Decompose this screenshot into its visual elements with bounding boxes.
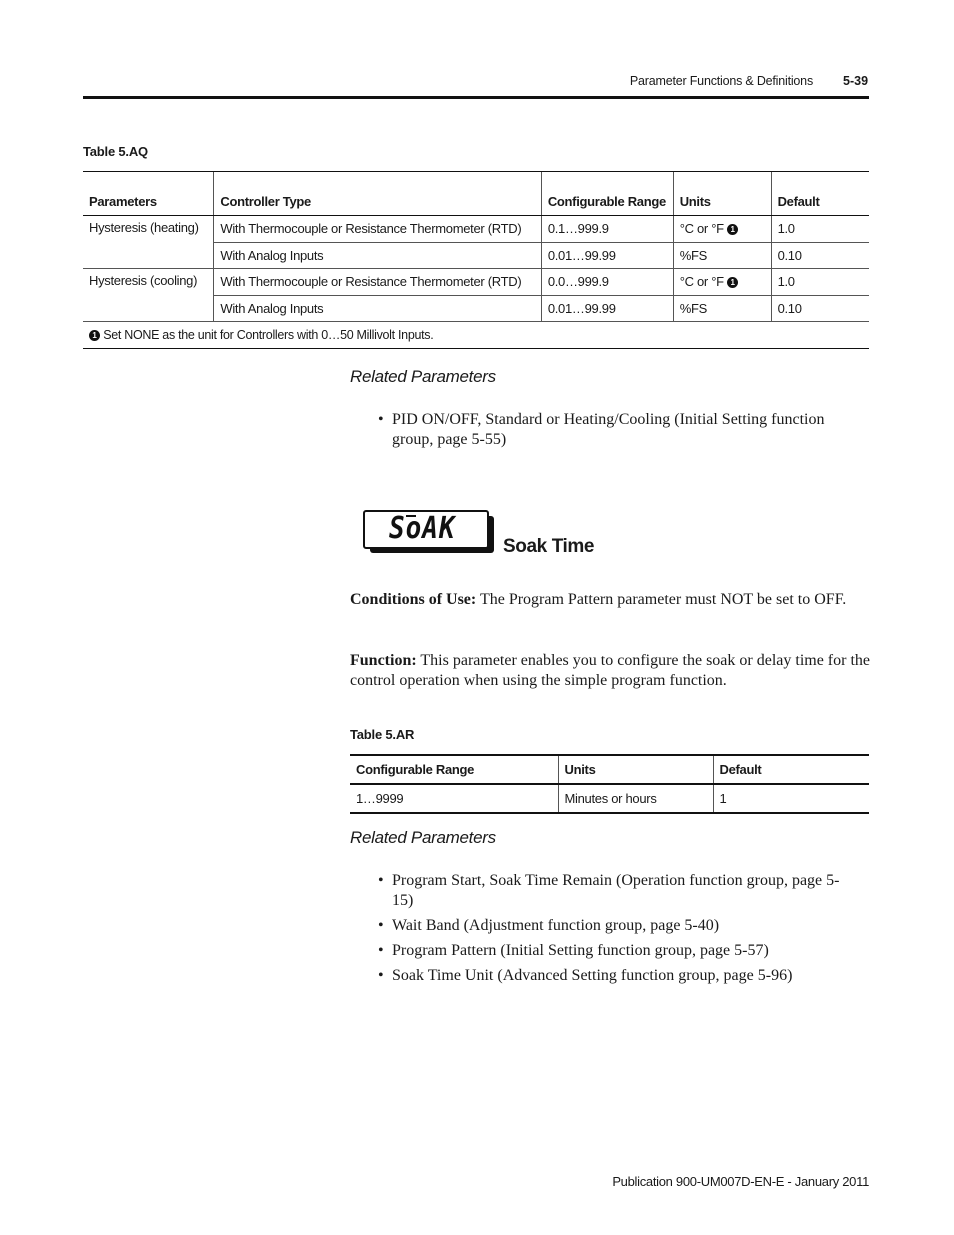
- conditions-label: Conditions of Use:: [350, 591, 477, 608]
- list-item: • PID ON/OFF, Standard or Heating/Cooling (Initial Setting function group, page 5-55): [378, 410, 858, 450]
- footnote-marker-icon: 1: [89, 330, 100, 341]
- controller-type-cell: With Thermocouple or Resistance Thermometer (RTD): [214, 216, 541, 243]
- list-item: • Program Start, Soak Time Remain (Operation function group, page 5-15): [378, 871, 848, 911]
- conditions-text: The Program Pattern parameter must NOT be set to OFF.: [479, 591, 847, 608]
- table-footnote: [83, 322, 869, 349]
- table-ar: [350, 754, 869, 814]
- parameter-cell: Hysteresis (heating): [83, 216, 214, 269]
- range-cell: 0.01…99.99: [541, 295, 673, 322]
- table-row: [83, 269, 869, 296]
- conditions-paragraph: [350, 590, 870, 610]
- units-text: °C or °F: [679, 274, 724, 290]
- default-cell: 0.10: [771, 242, 869, 269]
- table-header-row: [350, 755, 869, 784]
- related-parameters-list: [378, 871, 848, 991]
- running-header-title: Parameter Functions & Definitions: [629, 74, 813, 88]
- units-cell: [673, 269, 771, 296]
- default-cell: 0.10: [771, 295, 869, 322]
- list-item: • Soak Time Unit (Advanced Setting function group, page 5-96): [378, 966, 848, 986]
- column-header: Default: [713, 755, 869, 784]
- range-cell: 0.01…99.99: [541, 242, 673, 269]
- column-header: Units: [558, 755, 713, 784]
- range-cell: 0.1…999.9: [541, 216, 673, 243]
- controller-type-cell: With Thermocouple or Resistance Thermometer (RTD): [214, 269, 541, 296]
- units-cell: Minutes or hours: [558, 784, 713, 813]
- units-text: °C or °F: [679, 221, 724, 237]
- section-title: Soak Time: [503, 536, 595, 557]
- column-header: Configurable Range: [541, 172, 673, 216]
- range-cell: 0.0…999.9: [541, 269, 673, 296]
- display-text: SoAK: [389, 511, 456, 547]
- table-ar-caption: Table 5.AR: [350, 727, 415, 742]
- column-header: Controller Type: [214, 172, 541, 216]
- table-header-row: [83, 172, 869, 216]
- related-parameters-list: [378, 410, 858, 455]
- function-text: This parameter enables you to configure the soak or delay time for the control operation when using the simple program function.: [350, 652, 871, 689]
- controller-type-cell: With Analog Inputs: [214, 242, 541, 269]
- soak-display-icon: [363, 510, 489, 549]
- parameter-cell: Hysteresis (cooling): [83, 269, 214, 322]
- related-parameters-heading: Related Parameters: [350, 828, 496, 847]
- table-footnote-row: [83, 322, 869, 349]
- default-cell: 1: [713, 784, 869, 813]
- header-rule: [83, 96, 869, 99]
- default-cell: 1.0: [771, 216, 869, 243]
- related-parameters-heading: Related Parameters: [350, 367, 496, 386]
- table-row: [350, 784, 869, 813]
- controller-type-cell: With Analog Inputs: [214, 295, 541, 322]
- function-label: Function:: [350, 652, 417, 669]
- table-row: [83, 216, 869, 243]
- column-header: Parameters: [83, 172, 214, 216]
- page-number: 5-39: [843, 74, 869, 88]
- table-aq-caption: Table 5.AQ: [83, 144, 148, 159]
- publication-footer: Publication 900-UM007D-EN-E - January 2011: [612, 1174, 869, 1189]
- column-header: Units: [673, 172, 771, 216]
- list-item: • Program Pattern (Initial Setting function group, page 5-57): [378, 941, 848, 961]
- function-paragraph: [350, 651, 870, 691]
- units-cell: %FS: [673, 242, 771, 269]
- default-cell: 1.0: [771, 269, 869, 296]
- column-header: Configurable Range: [350, 755, 558, 784]
- units-cell: [673, 216, 771, 243]
- table-aq: [83, 171, 869, 349]
- footnote-marker-icon: 1: [727, 277, 738, 288]
- units-cell: %FS: [673, 295, 771, 322]
- range-cell: 1…9999: [350, 784, 558, 813]
- list-item: • Wait Band (Adjustment function group, page 5-40): [378, 916, 848, 936]
- footnote-text: Set NONE as the unit for Controllers with 0…50 Millivolt Inputs.: [103, 328, 434, 342]
- column-header: Default: [771, 172, 869, 216]
- footnote-marker-icon: 1: [727, 224, 738, 235]
